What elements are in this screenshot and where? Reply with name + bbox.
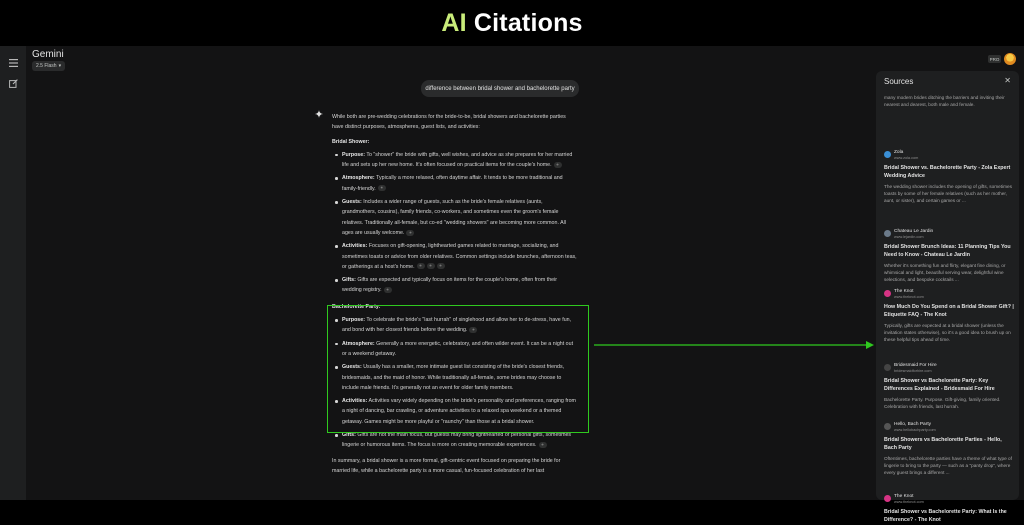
list-item <box>332 339 578 360</box>
banner-accent: AI <box>441 8 467 37</box>
source-title[interactable]: Bridal Shower vs Bachelorette Party: What Is the Difference? - The Knot <box>884 509 1007 524</box>
source-snippet: Whether it's something fun and flirty, elegant fine dining, or whimsical and light, beautiful serving wear, delightful wine selections, and bespoke cocktails ... <box>884 262 1006 283</box>
list-item <box>332 275 578 296</box>
citation-link-icon[interactable]: ⚭ <box>539 442 547 448</box>
source-card[interactable] <box>884 289 1014 343</box>
source-meta <box>894 289 924 300</box>
source-card[interactable] <box>884 363 1014 410</box>
item-text: Activities vary widely depending on the bride's personality and preferences, ranging from a night of dancing, bar crawling, or adventure activities to a relaxed spa weekend or a themed getaway. Games might be more playful or "raunchy" than those at a bridal shower. <box>342 398 576 425</box>
banner <box>0 0 1024 46</box>
source-snippet: Typically, gifts are expected at a bridal shower (unless the invitation states otherwise), so it's a good idea to brush up on these helpful tips ahead of time. <box>884 322 1011 343</box>
caret-down-icon: ▾ <box>58 63 62 69</box>
item-label: Guests: <box>342 364 362 371</box>
item-text: Generally a more energetic, celebratory, and often wilder event. It can be a night out or a weekend getaway. <box>342 340 574 357</box>
highlight-arrow <box>594 340 876 350</box>
item-label: Atmosphere: <box>342 175 375 182</box>
source-name: The Knot <box>894 289 914 294</box>
item-label: Guests: <box>342 199 362 206</box>
item-text: Typically a more relaxed, often daytime affair. It tends to be more traditional and family-friendly. <box>342 175 563 192</box>
source-title[interactable]: How Much Do You Spend on a Bridal Shower Gift? | Etiquette FAQ - The Knot <box>884 304 1014 319</box>
bachelorette-list <box>332 315 578 451</box>
item-label: Activities: <box>342 398 368 405</box>
list-item <box>332 150 578 171</box>
citation-link-icon[interactable]: ⚭ <box>427 263 435 269</box>
source-meta <box>894 422 936 433</box>
citation-link-icon[interactable]: ⚭ <box>437 263 445 269</box>
item-label: Gifts: <box>342 432 356 439</box>
list-item <box>332 241 578 272</box>
item-text: Focuses on gift-opening, lighthearted games related to marriage, socializing, and sometimes toasts or advice from older relatives. Common settings include brunches, afternoon teas, or gatherings at a host's home. <box>342 243 577 270</box>
item-text: To "shower" the bride with gifts, well wishes, and advice as she prepares for her married life and sets up her new home. It's often focused on practical items for the couple's home. <box>342 151 573 169</box>
answer-summary: In summary, a bridal shower is a more formal, gift-centric event focused on preparing the bride for married life, while a bachelorette party is a more casual, fun-focused celebration of her last <box>332 457 561 474</box>
user-query-bubble: difference between bridal shower and bachelorette party <box>421 80 579 97</box>
sources-title: Sources <box>884 77 914 86</box>
item-text: To celebrate the bride's "last hurrah" of singlehood and allow her to de-stress, have fun, and bond with her closest friends before the wedding. <box>342 317 572 334</box>
item-text: Gifts are expected and typically focus on items for the couple's home, often from their wedding registry. <box>342 277 558 294</box>
source-card[interactable] <box>884 494 1014 525</box>
list-item <box>332 396 578 427</box>
bridal-heading: Bridal Shower: <box>332 138 370 145</box>
app-name: Gemini <box>32 49 64 60</box>
chateau-icon <box>884 230 891 237</box>
source-name: Zola <box>894 150 904 155</box>
bachelorette-heading: Bachelorette Party: <box>332 303 381 310</box>
source-card[interactable] <box>884 422 1014 476</box>
item-text: Usually has a smaller, more intimate guest list consisting of the bride's closest friends, bridesmaids, and the maid of honor. While traditionally all-female, some brides may choose to include male friends. It's generally not an event for older family members. <box>342 364 565 391</box>
gemini-app <box>0 46 1024 524</box>
citation-link-icon[interactable]: ⚭ <box>417 263 425 269</box>
banner-title <box>441 9 582 38</box>
citation-link-icon[interactable]: ⚭ <box>378 185 386 191</box>
source-title[interactable]: Bridal Showers vs Bachelorette Parties - Hello, Bach Party <box>884 437 1002 452</box>
source-url: www.zola.com <box>894 156 919 160</box>
pro-badge: PRO <box>989 56 1000 62</box>
source-url: bridesmaidforhire.com <box>894 369 932 373</box>
source-card[interactable] <box>884 229 1014 283</box>
source-header <box>884 494 1014 505</box>
zola-icon <box>884 151 891 158</box>
hello-bach-icon <box>884 423 891 430</box>
item-label: Atmosphere: <box>342 340 375 347</box>
source-snippet: The wedding shower includes the opening of gifts, sometimes toasts by some of her female relatives (such as her mother, aunt, or sister), and certain games or ... <box>884 183 1012 204</box>
source-url: www.theknot.com <box>894 500 924 504</box>
list-item <box>332 197 578 238</box>
source-snippet: Bachelorette Party. Purpose. Gift-giving, family oriented. Celebration with friends, last hurrah. <box>884 396 1001 409</box>
close-icon[interactable]: ✕ <box>1004 76 1011 85</box>
list-item <box>332 173 578 194</box>
item-label: Purpose: <box>342 151 365 158</box>
source-name: Chateau Le Jardin <box>894 229 934 234</box>
side-rail <box>0 46 26 500</box>
source-snippet-top: many modern brides ditching the barriers and inviting their nearest and dearest, both male and female. <box>884 95 1005 108</box>
source-meta <box>894 150 918 161</box>
source-card[interactable] <box>884 150 1014 204</box>
source-url: www.lejardin.com <box>894 235 924 239</box>
new-chat-icon[interactable] <box>6 76 20 90</box>
list-item <box>332 362 578 393</box>
source-meta <box>894 363 937 374</box>
item-label: Purpose: <box>342 317 365 324</box>
citation-link-icon[interactable]: ⚭ <box>554 162 562 168</box>
item-text: Includes a wider range of guests, such as the bride's female relatives (aunts, grandmothers, cousins), family friends, co-workers, and sometimes even the groom's female relatives. Traditionally all-female, but co-ed "wedding showers" are becoming more common. All ages are usually welcome. <box>342 199 566 236</box>
source-header <box>884 363 1014 374</box>
gemini-spark-icon: ✦ <box>314 109 324 121</box>
source-title[interactable]: Bridal Shower vs. Bachelorette Party - Zola Expert Wedding Advice <box>884 165 1011 180</box>
menu-icon[interactable] <box>6 56 20 70</box>
model-label: 2.5 Flash <box>36 63 57 69</box>
source-name: Hello, Bach Party <box>894 422 932 427</box>
answer-body <box>332 112 578 480</box>
knot-icon <box>884 495 891 502</box>
source-snippet: Oftentimes, bachelorette parties have a theme of what type of lingerie to bring to the party — such as a "panty drop", where every guest brings a different ... <box>884 455 1012 476</box>
bridesmaid-icon <box>884 364 891 371</box>
knot-icon <box>884 290 891 297</box>
source-meta <box>894 229 933 240</box>
source-title[interactable]: Bridal Shower Brunch Ideas: 11 Planning Tips You Need to Know - Chateau Le Jardin <box>884 244 1011 259</box>
source-header <box>884 289 1014 300</box>
source-header <box>884 422 1014 433</box>
citation-link-icon[interactable]: ⚭ <box>384 287 392 293</box>
item-label: Activities: <box>342 243 368 250</box>
source-url: www.hellobachparty.com <box>894 428 936 432</box>
source-title[interactable]: Bridal Shower vs Bachelorette Party: Key Differences Explained - Bridesmaid For Hire <box>884 378 995 393</box>
bridal-list <box>332 150 578 296</box>
banner-rest: Citations <box>473 8 583 37</box>
list-item <box>332 315 578 336</box>
model-selector[interactable] <box>32 61 65 71</box>
source-name: The Knot <box>894 494 914 499</box>
source-meta <box>894 494 924 505</box>
source-name: Bridesmaid For Hire <box>894 363 937 368</box>
list-item <box>332 430 578 451</box>
item-label: Gifts: <box>342 277 356 284</box>
avatar[interactable] <box>1004 53 1016 65</box>
sources-panel <box>876 71 1019 524</box>
source-url: www.theknot.com <box>894 295 924 299</box>
citation-link-icon[interactable]: ⚭ <box>406 230 414 236</box>
answer-intro: While both are pre-wedding celebrations for the bride-to-be, bridal showers and bachelorette parties have distinct purposes, atmospheres, guest lists, and activities: <box>332 114 566 131</box>
item-text: Gifts are not the main focus, but guests may bring lighthearted or personal gifts, sometimes lingerie or humorous items. The focus is more on creating memorable experiences. <box>342 432 572 449</box>
citation-link-icon[interactable]: ⚭ <box>469 327 477 333</box>
source-header <box>884 150 1014 161</box>
source-header <box>884 229 1014 240</box>
